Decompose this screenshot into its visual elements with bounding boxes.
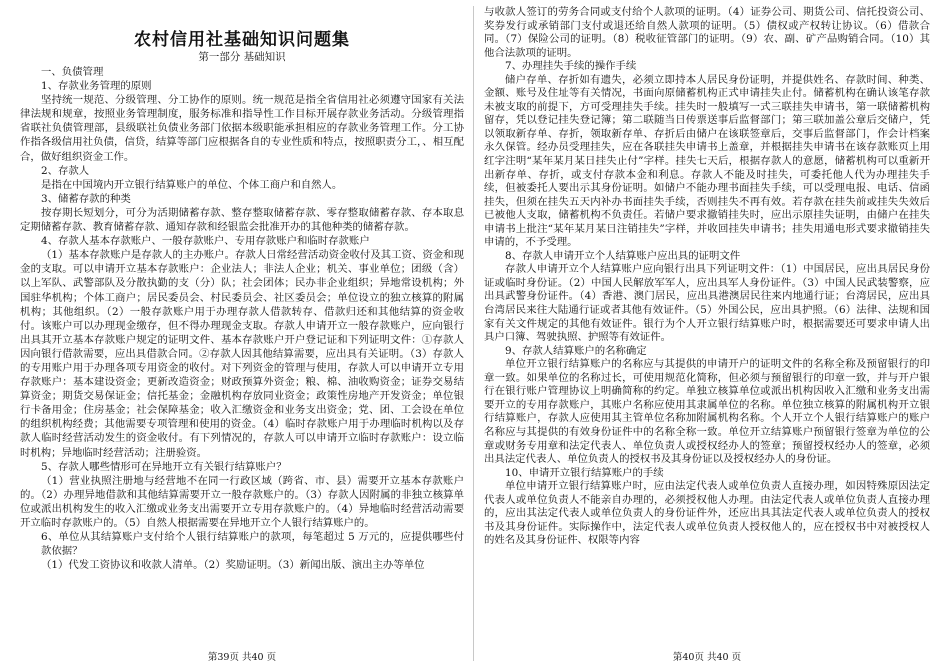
body-paragraph: 是指在中国境内开立银行结算账户的单位、个体工商户和自然人。: [41, 178, 343, 191]
body-paragraph: 存款人申请开立个人结算账户应向银行出具下列证明文件：（1）中国居民，应出具居民身份证或临时身份证。（2）中国人民解放军军人，应出具军人身份证件。（3）中国人民武装警察，应出具武警身份证件。（4）香港、澳门居民，应出具港澳居民往来内地通行证；台湾居民，应出具台湾居民来往大陆通行证或者其他有效证件。（5）外国公民，应出具护照。（6）法律、法规和国家有关文件规定的其他有效证件。银行为个人开立银行结算账户时，根据需要还可要求申请人出具户口簿、驾驶执照、护照等有效证件。: [484, 263, 930, 344]
body-paragraph: （1）营业执照注册地与经营地不在同一行政区域（跨省、市、县）需要开立基本存款账户的。（2）办理异地借款和其他结算需要开立一般存款账户的。（3）存款人因附属的非独立核算单位或派出机构发生的收入汇缴或业务支出需要开立专用存款账户的。（4）异地临时经营活动需要开立临时存款账户的。（5）自然人根据需要在异地开立个人银行结算账户的。: [20, 474, 464, 529]
section-heading: 7、办理挂失手续的操作手续: [505, 60, 637, 73]
body-paragraph: （1）基本存款账户是存款人的主办账户。存款人日常经营活动资金收付及其工资、资金和现金的支取。可以申请开立基本存款账户：企业法人；非法人企业；机关、事业单位；团级（含）以上军队、武警部队及分散执勤的支（分）队；社会团体；民办非企业组织；异地常设机构；外国驻华机构；个体工商户；居民委员会、村民委员会、社区委员会；单位设立的独立核算的附属机构；其他组织。（2）一般存款账户用于办理存款人借款转存、借款归还和其他结算的资金收付。该账户可以办理现金缴存，但不得办理现金支取。存款人申请开立一般存款账户，应向银行出具其开立基本存款账户规定的证明文件、基本存款账户开户登记证和下列证明文件：①存款人因向银行借款需要，应出具借款合同。②存款人因其他结算需要，应出具有关证明。（3）存款人的专用账户用于办理各项专用资金的收付。对下列资金的管理与使用，存款人可以申请开立专用存款账户：基本建设资金；更新改造资金；财政预算外资金；粮、棉、油收购资金；证券交易结算资金；期货交易保证金；信托基金；金融机构存放同业资金；政策性房地产开发资金；单位银行卡备用金；住房基金；社会保障基金；收入汇缴资金和业务支出资金；党、团、工会设在单位的组织机构经费；其他需要专项管理和使用的资金。（4）临时存款账户用于办理临时机构以及存款人临时经营活动发生的资金收付。有下列情况的，存款人可以申请开立临时存款账户：设立临时机构；异地临时经营活动；注册验资。: [20, 249, 464, 459]
left-page-body: [20, 65, 464, 572]
body-paragraph: 单位申请开立银行结算账户时，应由法定代表人或单位负责人直接办理，如因特殊原因法定代表人或单位负责人不能亲自办理的，必须授权他人办理。由法定代表人或单位负责人直接办理的，应出其法定代表人或单位负责人的身份证件外，还应出具其法定代表人或单位负责人的授权书及其身份证件。实际操作中，法定代表人或单位负责人授权他人的，应在授权书中对被授权人的姓名及其身份证件、权限等内容: [484, 480, 930, 547]
section-heading: 10、申请开立银行结算账户的手续: [505, 466, 664, 479]
section-heading: 6、单位从其结算账户支付给个人银行结算账户的款项，每笔超过 5 万元的，应提供哪些付款依据？: [41, 531, 464, 558]
body-paragraph-continued: 与收款人签订的劳务合同或支付给个人款项的证明。（4）证券公司、期货公司、信托投资公司、奖券发行或承销部门支付或退还给自然人款项的证明。（5）债权或产权转让协议。（6）借款合同。（7）保险公司的证明。（8）税收征管部门的证明。（9）农、副、矿产品购销合同。（10）其他合法款项的证明。: [484, 6, 930, 59]
section-heading: 3、储蓄存款的种类: [41, 192, 131, 205]
body-paragraph: （1）代发工资协议和收款人清单。（2）奖励证明。（3）新闻出版、演出主办等单位: [41, 559, 425, 572]
right-page-body: [484, 0, 930, 548]
right-page: [484, 0, 930, 672]
body-paragraph: 储户存单、存折如有遗失，必须立即持本人居民身份证明，并提供姓名、存款时间、种类、金额、账号及住址等有关情况，书面向原储蓄机构正式申请挂失止付。储蓄机构在确认该笔存款未被支取的前提下，方可受理挂失手续。挂失时一般填写一式三联挂失申请书，第一联储蓄机构留存，凭以登记挂失登记簿；第二联随当日传票送事后监督部门；第三联加盖公章后交储户，凭以领取新存单、存折，领取新存单、存折后由储户在该联签章后，交事后监督部门，作会计档案永久保管。经办员受理挂失，应在各联挂失申请书上盖章，并根据挂失申请书在该存款账页上用红字注明“某年某月某日挂失止付”字样。挂失七天后，根据存款人的意愿，储蓄机构可以重新开出新存单、存折，或支付存款本金和利息。存款人不能及时挂失，可委托他人代为办理挂失手续，但被委托人要出示其身份证明。如储户不能办理书面挂失手续，可以受理电报、电话、信函挂失，但须在挂失五天内补办书面挂失手续，否则挂失不再有效。若存款在挂失前或挂失失效后已被他人支取，储蓄机构不负责任。若储户要求撤销挂失时，应出示原挂失证明，由储户在挂失申请书上批注“某年某月某日注销挂失”字样，并收回挂失申请书；挂失用通电形式要求撤销挂失申请的，不予受理。: [484, 73, 930, 249]
section-heading: 9、存款人结算账户的名称确定: [505, 344, 647, 357]
section-heading: 4、存款人基本存款账户、一般存款账户、专用存款账户和临时存款账户: [41, 235, 370, 248]
section-heading: 8、存款人申请开立个人结算账户应出具的证明文件: [505, 249, 741, 262]
page-footer-right: 第40页 共40 页: [672, 652, 742, 663]
body-paragraph: 按存期长短划分，可分为活期储蓄存款、整存整取储蓄存款、零存整取储蓄存款、存本取息定期储蓄存款、教育储蓄存款、通知存款和经银监会批准开办的其他种类的储蓄存款。: [20, 206, 464, 234]
section-heading: 2、存款人: [41, 164, 90, 177]
body-paragraph: 单位开立银行结算账户的名称应与其提供的申请开户的证明文件的名称全称及预留银行的印章一致。如果单位的名称过长，可使用规范化简称，但必须与预留银行的印章一致，并与开户银行在银行账户管理协议上明确简称的约定。单独立核算单位或派出机构因收入汇缴和业务支出需要开立的专用存款账户，其账户名称应使用其隶属单位的名称。单位独立核算的附属机构开立银行结算账户，存款人应使用其主管单位名称加附属机构名称。个人开立个人银行结算账户的账户名称应与其提供的有效身份证件中的名称全称一致。单位开立结算账户预留银行签章为单位的公章或财务专用章和法定代表人、单位负责人或授权经办人的签章；预留授权经办人的签章，必须出具法定代表人、单位负责人的授权书及其身份证以及授权经办人的身份证。: [484, 358, 930, 466]
section-heading: 5、存款人哪些情形可在异地开立有关银行结算账户？: [41, 460, 287, 473]
page-footer-left: 第39页 共40 页: [207, 652, 277, 663]
page-divider: [473, 6, 474, 661]
section-heading: 一、负债管理: [41, 66, 104, 78]
left-page: [20, 0, 464, 672]
document-title: 农村信用社基础知识问题集: [134, 30, 350, 50]
document-subtitle: 第一部分 基础知识: [198, 51, 286, 63]
body-paragraph: 坚持统一规范、分级管理、分工协作的原则。统一规范是指全省信用社必须遵守国家有关法律法规和规章，按照业务管理制度，服务标准和指导性工作目标开展存款业务活动。分级管理指省联社负债管理部，县级联社负债业务部门依据本级职能承担相应的存款业务管理工作。分工协作指各级信用社负债，信贷，结算等部门应根据各自的专业性质和特点，按照职责分工，、相互配合，做好组织资金工作。: [20, 94, 464, 163]
section-heading: 1、存款业务管理的原则: [41, 80, 152, 93]
